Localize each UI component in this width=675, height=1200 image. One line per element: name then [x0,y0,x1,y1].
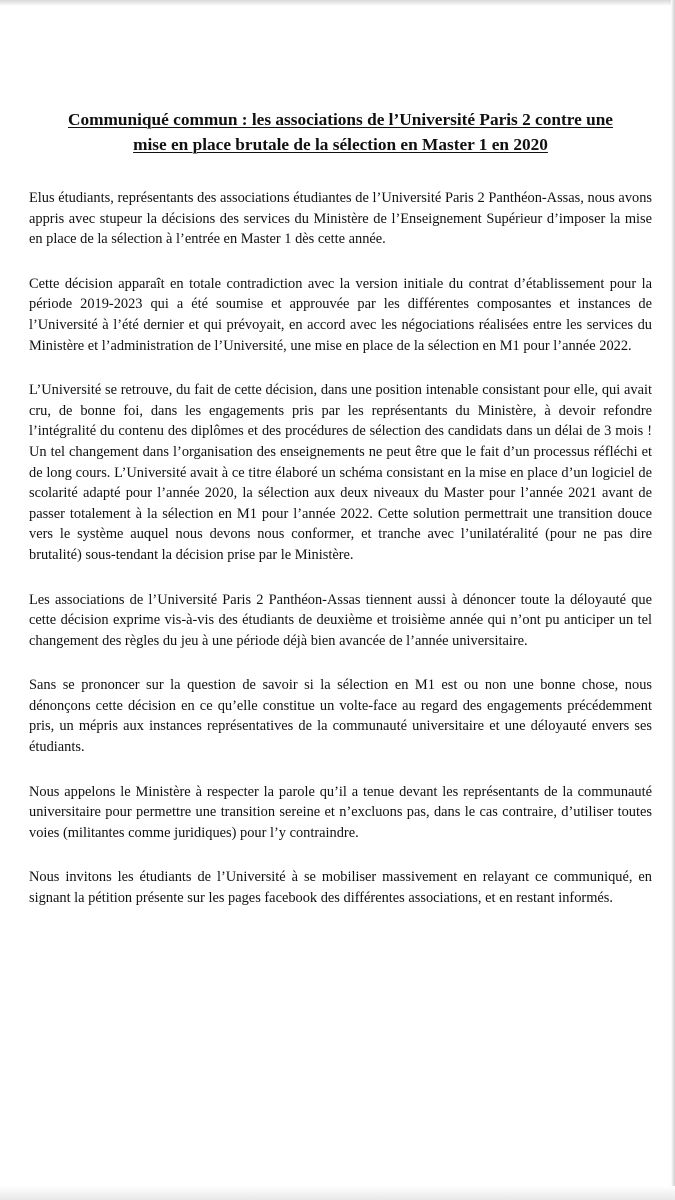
communique-title [29,107,652,157]
page-top-edge [0,0,675,6]
paragraph-appeal: Nous appelons le Ministère à respecter la parole qu’il a tenue devant les représentants de la communauté universitaire pour permettre une transition sereine et n’excluons pas, dans le cas contraire, d’utiliser toutes voies (militantes comme juridiques) pour l’y contraindre. [29,783,652,841]
paragraph-university-position: L’Université se retrouve, du fait de cette décision, dans une position intenable consistant pour elle, qui avait cru, de bonne foi, dans les engagements pris par les représentants du Ministère, à devoir refondre l’intégralité du contenu des diplômes et des procédures de sélection des candidats dans un délai de 3 mois ! Un tel changement dans l’organisation des enseignements ne peut être que le fait d’un processus réfléchi et de long cours. L’Université avait à ce titre élaboré un schéma consistant en la mise en place d’un logiciel de scolarité adapté pour l’année 2020, la sélection aux deux niveaux du Master pour l’année 2021 avant de passer totalement à la sélection en M1 pour l’année 2022. Cette solution permettrait une transition douce vers le système auquel nous devons nous conformer, et tranche avec l’unilatéralité (pour ne pas dire brutalité) sous-tendant la décision prise par le Ministère. [29,382,652,563]
paragraph-disloyalty: Les associations de l’Université Paris 2 Panthéon-Assas tiennent aussi à dénoncer toute la déloyauté que cette décision exprime vis-à-vis des étudiants de deuxième et troisième année qui n’ont pu anticiper un tel changement des règles du jeu à une période déjà bien avancée de l’année universitaire. [29,591,652,649]
title-line-1: Communiqué commun : les associations de l’Université Paris 2 contre une [68,110,613,129]
paragraph-intro: Elus étudiants, représentants des associations étudiantes de l’Université Paris 2 Panthéon-Assas, nous avons appris avec stupeur la décisions des services du Ministère de l’Enseignement Supérieur d’imposer la mise en place de la sélection à l’entrée en Master 1 dès cette année. [29,190,652,248]
title-line-2: mise en place brutale de la sélection en Master 1 en 2020 [133,135,548,154]
communique-body [29,107,652,933]
paragraph-denunciation: Sans se prononcer sur la question de savoir si la sélection en M1 est ou non une bonne chose, nous dénonçons cette décision en ce qu’elle constitue un volte-face au regard des engagements précédemment pris, un mépris aux instances représentatives de la communauté universitaire et une déloyauté envers ses étudiants. [29,677,652,756]
page-bottom-edge [0,1186,675,1200]
paragraph-contradiction: Cette décision apparaît en totale contradiction avec la version initiale du contrat d’établissement pour la période 2019-2023 qui a été soumise et approuvée par les différentes composantes et instances de l’Université à l’été dernier et qui prévoyait, en accord avec les négociations réalisées entre les services du Ministère et l’administration de l’Université, une mise en place de la sélection en M1 pour l’année 2022. [29,275,652,354]
paragraph-mobilisation: Nous invitons les étudiants de l’Université à se mobiliser massivement en relayant ce communiqué, en signant la pétition présente sur les pages facebook des différentes associations, et en restant informés. [29,869,652,907]
page-right-edge [671,0,675,1200]
